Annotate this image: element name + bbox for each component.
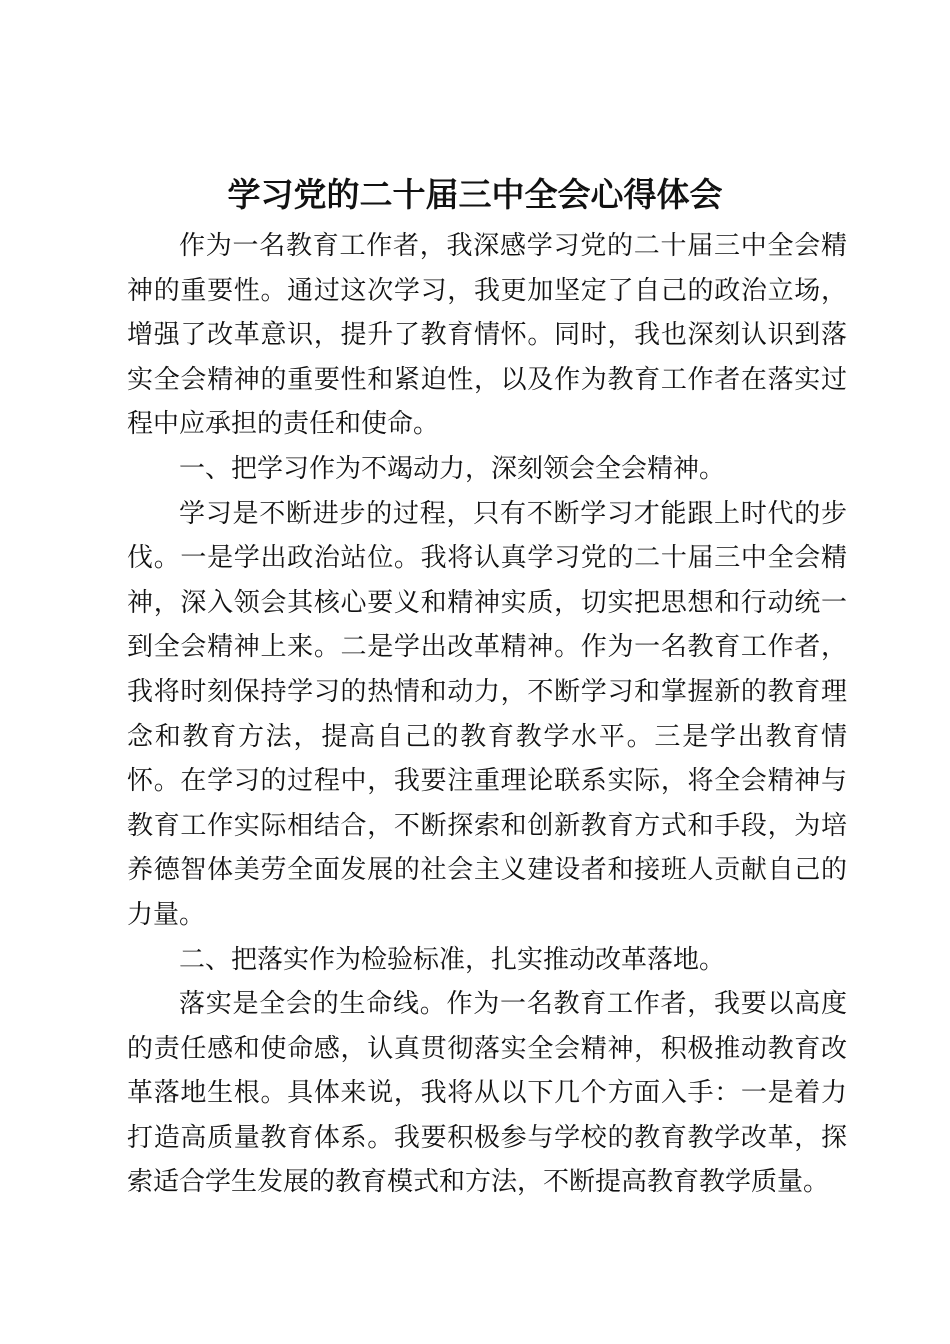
document-body [127, 224, 847, 1205]
section-heading-1: 一、把学习作为不竭动力，深刻领会全会精神。 [179, 453, 726, 484]
paragraph-section-2: 落实是全会的生命线。作为一名教育工作者，我要以高度的责任感和使命感，认真贯彻落实全会精神，积极推动教育改革落地生根。具体来说，我将从以下几个方面入手：一是着力打造高质量教育体系。我要积极参与学校的教育教学改革，探索适合学生发展的教育模式和方法，不断提高教育教学质量。 [127, 989, 847, 1198]
document-title: 学习党的二十届三中全会心得体会 [227, 175, 723, 214]
section-heading-2: 二、把落实作为检验标准，扎实推动改革落地。 [179, 944, 726, 975]
paragraph-intro: 作为一名教育工作者，我深感学习党的二十届三中全会精神的重要性。通过这次学习，我更加坚定了自己的政治立场，增强了改革意识，提升了教育情怀。同时，我也深刻认识到落实全会精神的重要性和紧迫性，以及作为教育工作者在落实过程中应承担的责任和使命。 [127, 231, 847, 440]
paragraph-section-1: 学习是不断进步的过程，只有不断学习才能跟上时代的步伐。一是学出政治站位。我将认真学习党的二十届三中全会精神，深入领会其核心要义和精神实质，切实把思想和行动统一到全会精神上来。二是学出改革精神。作为一名教育工作者，我将时刻保持学习的热情和动力，不断学习和掌握新的教育理念和教育方法，提高自己的教育教学水平。三是学出教育情怀。在学习的过程中，我要注重理论联系实际，将全会精神与教育工作实际相结合，不断探索和创新教育方式和手段，为培养德智体美劳全面发展的社会主义建设者和接班人贡献自己的力量。 [127, 498, 847, 930]
